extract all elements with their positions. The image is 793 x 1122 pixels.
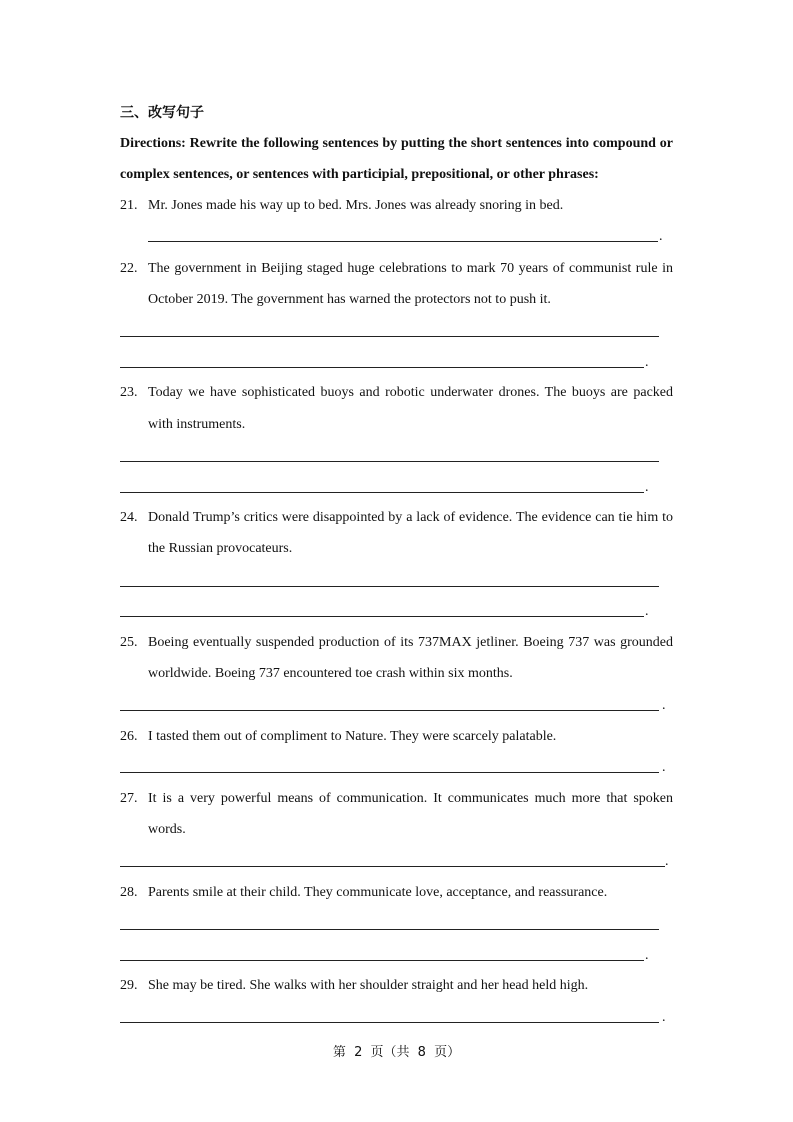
directions-line-2: complex sentences, or sentences with participial, prepositional, or other phrases: (120, 167, 599, 182)
answer-line[interactable] (120, 866, 665, 867)
question-text: October 2019. The government has warned the protectors not to push it. (148, 292, 551, 307)
answer-line[interactable] (120, 1022, 659, 1023)
question-number: 25. (120, 635, 138, 650)
question-number: 29. (120, 978, 138, 993)
answer-period: . (662, 760, 666, 775)
footer-suffix: 页） (434, 1045, 461, 1060)
answer-period: . (645, 604, 649, 619)
directions-line-1: Directions: Rewrite the following sentences by putting the short sentences into compound or (120, 136, 673, 151)
answer-period: . (645, 355, 649, 370)
question-number: 26. (120, 729, 138, 744)
footer-mid: 页（共 (370, 1045, 410, 1060)
question-text: the Russian provocateurs. (148, 541, 293, 556)
question-text: Boeing eventually suspended production of its 737MAX jetliner. Boeing 737 was grounded (148, 635, 673, 650)
answer-period: . (665, 854, 669, 869)
answer-line[interactable] (120, 586, 659, 587)
question-text: Parents smile at their child. They communicate love, acceptance, and reassurance. (148, 885, 608, 900)
answer-line[interactable] (120, 367, 644, 368)
footer-prefix: 第 (332, 1045, 346, 1060)
answer-line[interactable] (120, 616, 644, 617)
question-number: 24. (120, 510, 138, 525)
question-number: 22. (120, 261, 138, 276)
answer-period: . (645, 480, 649, 495)
answer-period: . (659, 229, 663, 244)
question-text: It is a very powerful means of communication. It communicates much more that spoken (148, 791, 673, 806)
question-number: 27. (120, 791, 138, 806)
question-text: She may be tired. She walks with her shoulder straight and her head held high. (148, 978, 589, 993)
question-text: words. (148, 822, 186, 837)
answer-line[interactable] (120, 960, 644, 961)
section-title: 三、改写句子 (120, 105, 204, 121)
answer-line[interactable] (148, 241, 658, 242)
answer-line[interactable] (120, 461, 659, 462)
question-text: Donald Trump’s critics were disappointed by a lack of evidence. The evidence can tie him to (148, 510, 673, 525)
answer-period: . (645, 948, 649, 963)
answer-line[interactable] (120, 929, 659, 930)
page-footer (0, 1041, 793, 1060)
question-text: The government in Beijing staged huge celebrations to mark 70 years of communist rule in (148, 261, 673, 276)
answer-period: . (662, 1010, 666, 1025)
question-text: Mr. Jones made his way up to bed. Mrs. Jones was already snoring in bed. (148, 198, 564, 213)
question-number: 28. (120, 885, 138, 900)
question-text: Today we have sophisticated buoys and robotic underwater drones. The buoys are packed (148, 385, 673, 400)
question-text: I tasted them out of compliment to Nature. They were scarcely palatable. (148, 729, 557, 744)
answer-line[interactable] (120, 772, 659, 773)
footer-page-number: 2 (354, 1045, 363, 1060)
answer-line[interactable] (120, 710, 659, 711)
answer-period: . (662, 698, 666, 713)
answer-line[interactable] (120, 492, 644, 493)
footer-total-pages: 8 (417, 1045, 426, 1060)
question-number: 23. (120, 385, 138, 400)
question-text: worldwide. Boeing 737 encountered toe crash within six months. (148, 666, 513, 681)
answer-line[interactable] (120, 336, 659, 337)
question-text: with instruments. (148, 417, 246, 432)
question-number: 21. (120, 198, 138, 213)
